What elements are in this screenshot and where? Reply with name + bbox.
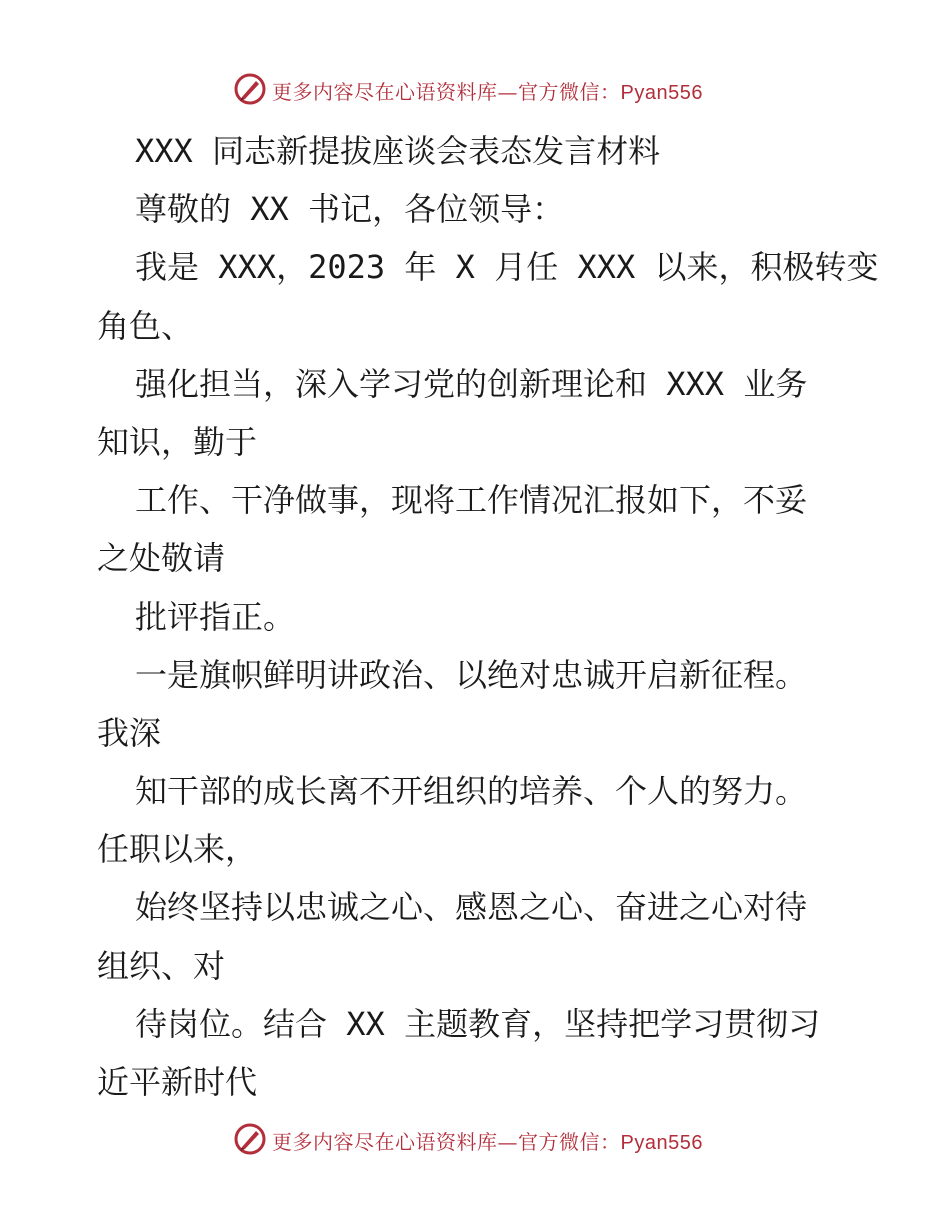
text-line: 之处敬请 bbox=[97, 539, 226, 578]
watermark-header bbox=[0, 70, 950, 110]
text-line: 任职以来， bbox=[97, 830, 258, 869]
pen-logo-icon bbox=[233, 72, 267, 106]
watermark-text: 更多内容尽在心语资料库—官方微信： bbox=[272, 80, 621, 104]
watermark-text: 更多内容尽在心语资料库—官方微信： bbox=[272, 1130, 621, 1154]
salutation: 尊敬的 XX 书记，各位领导： bbox=[135, 190, 565, 229]
text-line: 知干部的成长离不开组织的培养、个人的努力。 bbox=[135, 772, 808, 811]
document-title: XXX 同志新提拔座谈会表态发言材料 bbox=[135, 132, 661, 170]
watermark-footer bbox=[0, 1120, 950, 1160]
text-line: 强化担当，深入学习党的创新理论和 XXX 业务 bbox=[135, 364, 808, 403]
text-line: 近平新时代 bbox=[97, 1063, 258, 1101]
document-body bbox=[97, 122, 879, 1111]
text-line: 一是旗帜鲜明讲政治、以绝对忠诚开启新征程。 bbox=[135, 655, 808, 694]
watermark-wechat-id: Pyan556 bbox=[620, 1132, 703, 1154]
text-line: 工作、干净做事，现将工作情况汇报如下，不妥 bbox=[135, 481, 808, 520]
text-line: 我深 bbox=[97, 713, 162, 752]
text-line: 组织、对 bbox=[97, 946, 226, 985]
text-line: 待岗位。结合 XX 主题教育，坚持把学习贯彻习 bbox=[135, 1004, 821, 1043]
watermark-wechat-id: Pyan556 bbox=[620, 82, 703, 104]
text-line: 角色、 bbox=[97, 306, 194, 345]
text-line: 批评指正。 bbox=[135, 597, 296, 636]
text-line: 我是 XXX，2023 年 X 月任 XXX 以来，积极转变 bbox=[135, 248, 879, 287]
text-line: 始终坚持以忠诚之心、感恩之心、奋进之心对待 bbox=[135, 888, 808, 927]
pen-logo-icon bbox=[233, 1122, 267, 1156]
text-line: 知识，勤于 bbox=[97, 422, 258, 461]
